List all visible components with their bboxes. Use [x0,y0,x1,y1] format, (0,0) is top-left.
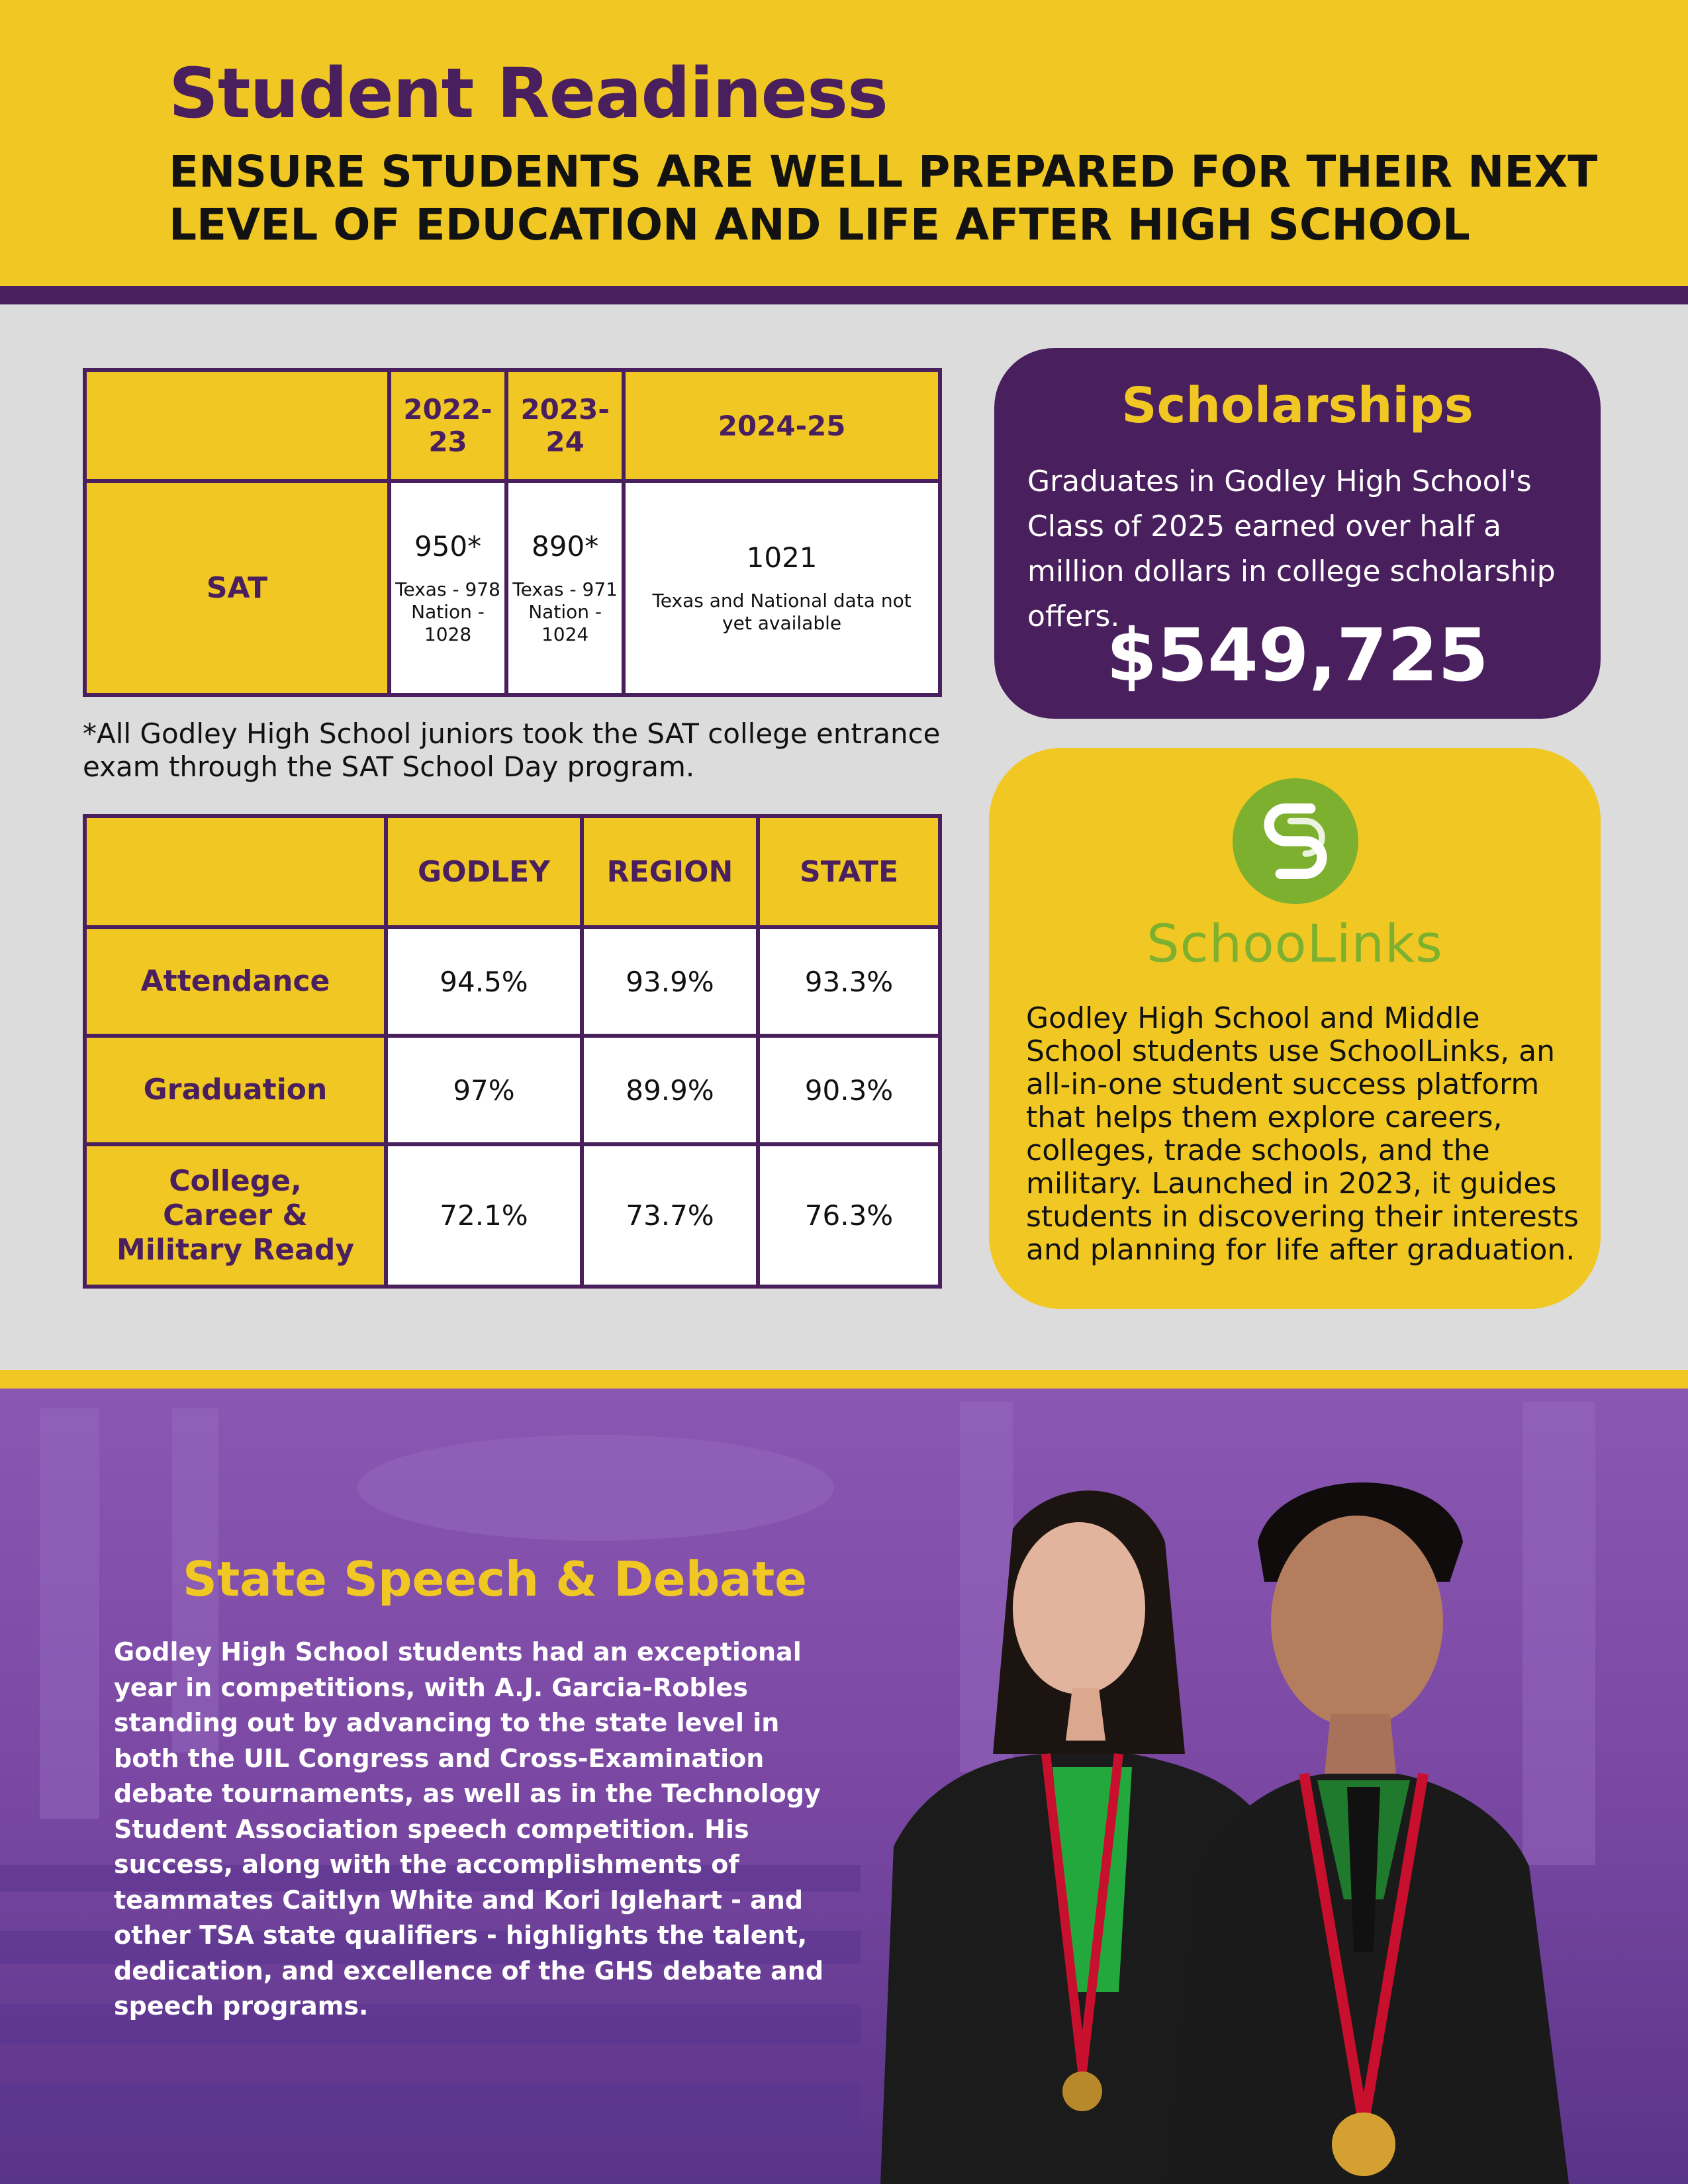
stats-cell: 89.9% [582,1036,758,1144]
sat-row-label: SAT [85,481,389,695]
section-divider [0,1370,1688,1388]
sat-score: 950* [414,530,482,563]
stats-cell: 93.3% [758,927,940,1036]
stats-table-row [85,1036,940,1144]
stats-column-header: GODLEY [386,816,582,927]
speech-debate-title: State Speech & Debate [183,1551,808,1607]
scholarships-amount: $549,725 [1106,613,1489,698]
sat-table-header-row [85,370,940,481]
stats-cell: 97% [386,1036,582,1144]
sat-comparison-note: Texas - 978 [395,578,500,600]
stats-cell: 90.3% [758,1036,940,1144]
schoollinks-brand: SchooLinks [1147,915,1443,974]
sat-table-row [85,481,940,695]
stats-row-label: College, Career & Military Ready [85,1144,386,1287]
sat-year-header: 2024-25 [624,370,940,481]
sat-table [83,368,942,697]
sat-score: 890* [532,530,599,563]
stats-row-label: Graduation [85,1036,386,1144]
stats-cell: 72.1% [386,1144,582,1287]
scholarships-description: Graduates in Godley High School's Class of 2025 earned over half a million dollars in college scholarship offers. [1027,465,1556,633]
sat-table-corner [85,370,389,481]
stats-table-corner [85,816,386,927]
speech-debate-description: Godley High School students had an exceptional year in competitions, with A.J. Garcia-Robles standing out by advancing to the state level in both the UIL Congress and Cross-Examination debate tournaments, as well as in the Technology Student Association speech competition. His success, along with the accomplishments of teammates Caitlyn White and Kori Iglehart - and other TSA state qualifiers - highlights the talent, dedication, and excellence of the GHS debate and speech programs. [114,1637,824,2021]
sat-score-cell [389,481,506,695]
stats-cell: 94.5% [386,927,582,1036]
sat-score: 1021 [746,541,818,574]
stats-cell: 73.7% [582,1144,758,1287]
schoollinks-logo-icon [1233,778,1358,904]
sat-footnote: *All Godley High School juniors took the SAT college entrance exam through the SAT School Day program. [83,717,941,783]
student-boy [1165,1482,1569,2184]
stats-table [83,814,942,1289]
sat-comparison-note: Texas - 971 [512,578,618,600]
stats-column-header: REGION [582,816,758,927]
stats-column-header: STATE [758,816,940,927]
stats-cell: 76.3% [758,1144,940,1287]
scholarships-card [994,348,1601,719]
schoollinks-card [989,748,1601,1309]
sat-comparison-note: Nation - 1024 [528,601,602,645]
stats-table-header-row [85,816,940,927]
students-photo [854,1476,1688,2184]
sat-comparison-note: Nation - 1028 [411,601,485,645]
page-title: Student Readiness [169,53,888,134]
header-divider [0,286,1688,304]
scholarships-title: Scholarships [1121,377,1474,434]
sat-comparison-note: Texas and National data not yet available [652,590,912,634]
stats-cell: 93.9% [582,927,758,1036]
sat-score-cell [506,481,624,695]
sat-year-header: 2023-24 [506,370,624,481]
page-subtitle: ENSURE STUDENTS ARE WELL PREPARED FOR THEIR NEXT LEVEL OF EDUCATION AND LIFE AFTER HIGH SCHOOL [169,146,1598,250]
schoollinks-description: Godley High School and Middle School students use SchoolLinks, an all-in-one student success platform that helps them explore careers, colleges, trade schools, and the military. Launched in 2023, it guides students in discovering their interests and planning for life after graduation. [1026,1001,1579,1267]
stats-row-label: Attendance [85,927,386,1036]
stats-table-row [85,1144,940,1287]
sat-score-cell [624,481,940,695]
stats-table-row [85,927,940,1036]
sat-year-header: 2022-23 [389,370,506,481]
